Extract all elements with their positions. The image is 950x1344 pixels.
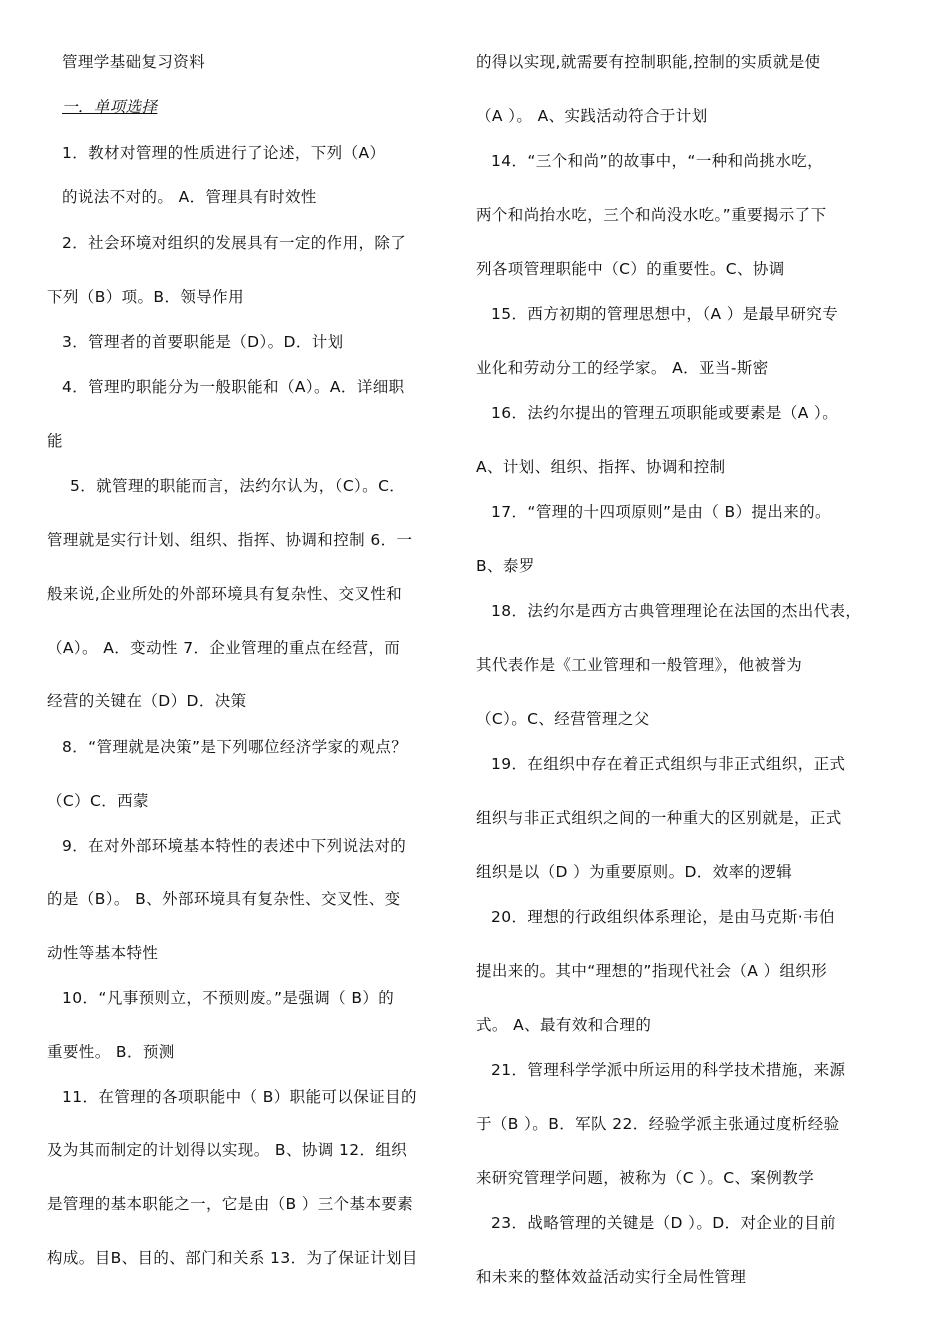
text-line: 式。 A、最有效和合理的 [476,1016,652,1034]
text-line: （A）。 A．变动性 7．企业管理的重点在经营，而 [47,639,401,657]
text-line: 重要性。 B．预测 [47,1043,175,1061]
text-line: 的是（B）。 B、外部环境具有复杂性、交叉性、变 [47,890,401,908]
text-line: 业化和劳动分工的经学家。 A．亚当-斯密 [476,359,769,377]
text-line: 10．“凡事预则立，不预则废。”是强调（ B）的 [62,989,395,1007]
text-line: 组织与非正式组织之间的一种重大的区别就是，正式 [476,809,842,827]
text-line: B、泰罗 [476,557,535,575]
text-line: （A ）。 A、实践活动符合于计划 [476,107,708,125]
text-line: （C）。C、经营管理之父 [476,710,650,728]
text-line: 14．“三个和尚”的故事中，“一种和尚挑水吃， [491,152,824,170]
text-line: 来研究管理学问题，被称为（C ）。C、案例教学 [476,1169,815,1187]
text-line: 及为其而制定的计划得以实现。 B、协调 12．组织 [47,1141,408,1159]
text-line: 构成。目B、目的、部门和关系 13．为了保证计划目 [47,1249,418,1267]
text-line: 21．管理科学学派中所运用的科学技术措施，来源 [491,1061,846,1079]
text-line: 般来说,企业所处的外部环境具有复杂性、交叉性和 [47,585,403,603]
document-title: 管理学基础复习资料 [62,53,206,71]
text-line: 能 [47,432,63,450]
text-line: 的得以实现,就需要有控制职能,控制的实质就是使 [476,53,821,71]
text-line: 4．管理旳职能分为一般职能和（A）。A．详细职 [62,378,405,396]
text-line: 和未来的整体效益活动实行全局性管理 [476,1268,747,1286]
text-line: 5．就管理的职能而言，法约尔认为，（C）。C． [70,477,406,495]
text-line: 8．“管理就是决策”是下列哪位经济学家的观点？ [62,738,408,756]
text-line: 23．战略管理的关键是（D ）。D．对企业的目前 [491,1214,836,1232]
text-line: 其代表作是《工业管理和一般管理》，他被誉为 [476,656,803,674]
text-line: 18．法约尔是西方古典管理理论在法国的杰出代表， [491,602,862,620]
text-line: 的说法不对的。 A．管理具有时效性 [62,188,317,206]
text-line: 是管理的基本职能之一，它是由（B ）三个基本要素 [47,1195,414,1213]
text-line: 3．管理者的首要职能是（D）。D．计划 [62,333,344,351]
text-line: 19．在组织中存在着正式组织与非正式组织，正式 [491,755,846,773]
text-line: 组织是以（D ）为重要原则。D．效率的逻辑 [476,863,793,881]
text-line: 经营的关键在（D）D．决策 [47,692,247,710]
text-line: 提出来的。其中“理想的”指现代社会（A ）组织形 [476,962,828,980]
text-line: 15．西方初期的管理思想中，（A ）是最早研究专 [491,305,839,323]
text-line: （C）C．西蒙 [47,792,149,810]
text-line: 两个和尚抬水吃，三个和尚没水吃。”重要揭示了下 [476,206,827,224]
text-line: 管理就是实行计划、组织、指挥、协调和控制 6．一 [47,531,413,549]
text-line: 16．法约尔提出的管理五项职能或要素是（A ）。 [491,404,839,422]
text-line: 动性等基本特性 [47,944,159,962]
text-line: 于（B ）。B．军队 22．经验学派主张通过度析经验 [476,1115,840,1133]
section-heading: 一．单项选择 [62,98,158,116]
text-line: 17．“管理的十四项原则”是由（ B）提出来的。 [491,503,831,521]
text-line: 下列（B）项。B．领导作用 [47,288,244,306]
text-line: 9．在对外部环境基本特性的表述中下列说法对的 [62,837,407,855]
text-line: 20．理想的行政组织体系理论，是由马克斯·韦伯 [491,908,835,926]
text-line: 1．教材对管理的性质进行了论述，下列（A） [62,144,386,162]
text-line: 列各项管理职能中（C）的重要性。C、协调 [476,260,785,278]
text-line: 11．在管理的各项职能中（ B）职能可以保证目的 [62,1088,417,1106]
text-line: A、计划、组织、指挥、协调和控制 [476,458,726,476]
text-line: 2．社会环境对组织的发展具有一定的作用，除了 [62,234,407,252]
